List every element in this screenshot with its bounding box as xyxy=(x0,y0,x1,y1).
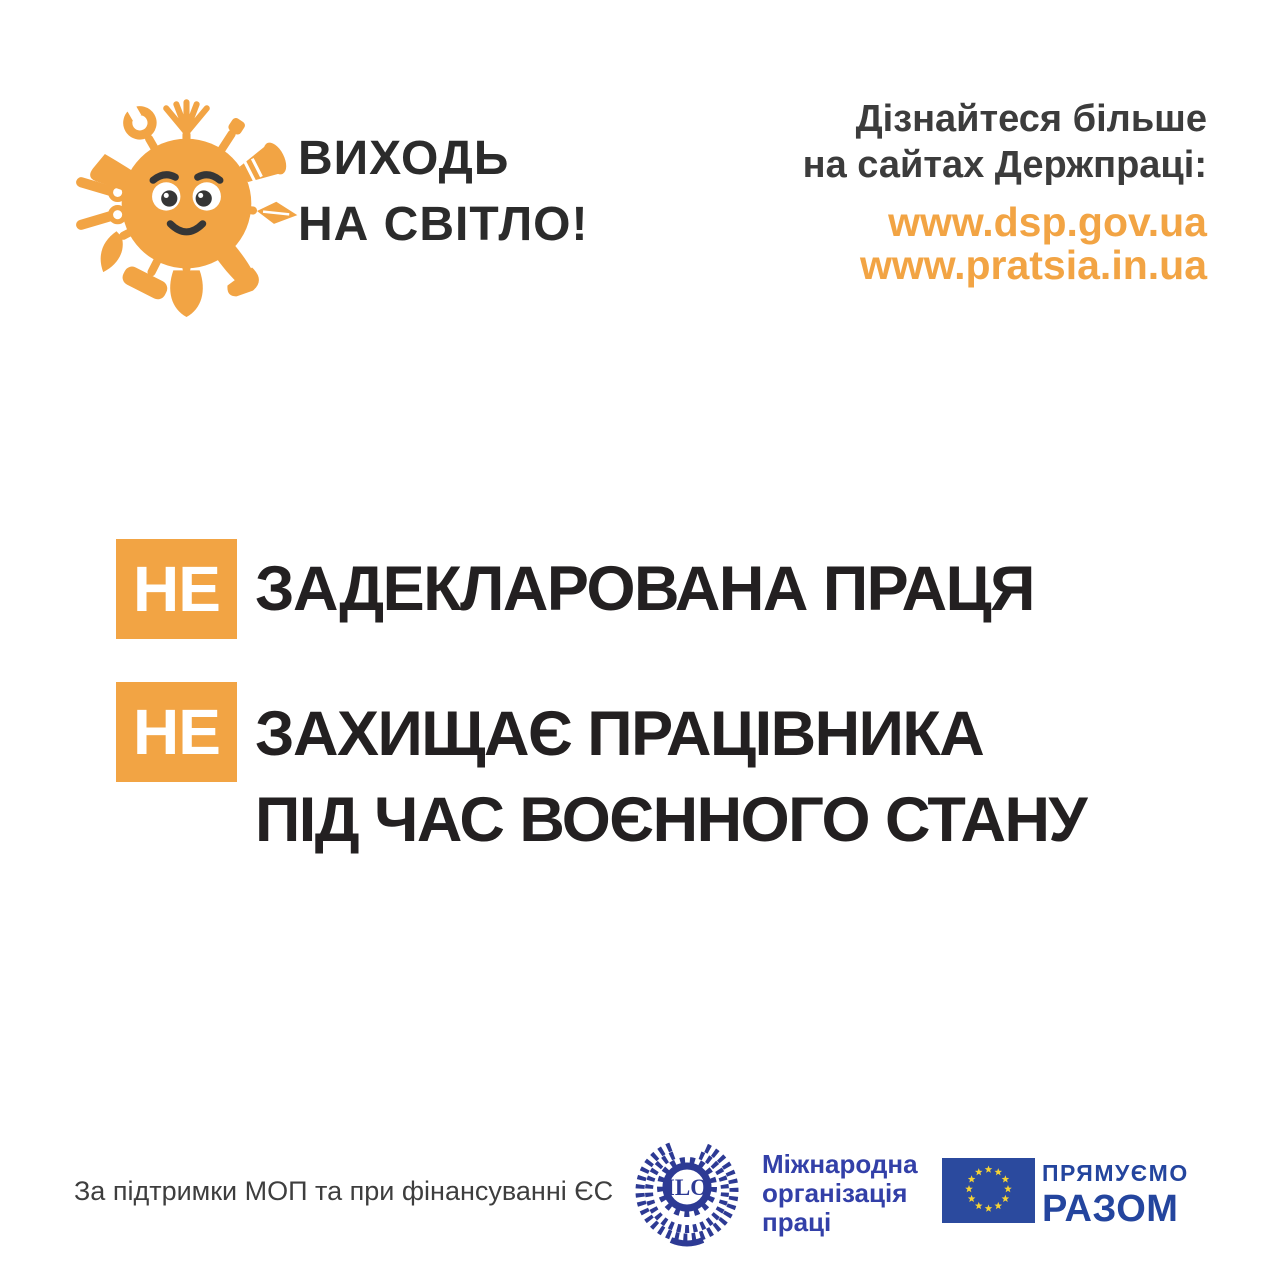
info-text xyxy=(803,96,1207,188)
ilo-acronym: ILO xyxy=(665,1175,709,1200)
info-line-1: Дізнайтеся більше xyxy=(855,98,1207,140)
partner-line-1: ПРЯМУЄМО xyxy=(1042,1160,1189,1186)
ne-badge-2 xyxy=(116,682,237,782)
dsp-website-link[interactable]: www.dsp.gov.ua xyxy=(888,199,1207,245)
eu-flag xyxy=(942,1158,1035,1223)
ne-badge-2-label: НЕ xyxy=(133,696,220,768)
sun-mascot-logo xyxy=(68,82,306,320)
headline-row-2-line-2: ПІД ЧАС ВОЄННОГО СТАНУ xyxy=(255,785,1087,855)
slogan-line-2: НА СВІТЛО! xyxy=(298,198,589,251)
ne-badge-1 xyxy=(116,539,237,639)
campaign-slogan xyxy=(298,126,588,258)
headline-row-2-line-1: ЗАХИЩАЄ ПРАЦІВНИКА xyxy=(255,699,984,769)
ilo-logo xyxy=(631,1141,743,1247)
headline-row-2 xyxy=(255,682,1086,863)
pratsia-website-link[interactable]: www.pratsia.in.ua xyxy=(859,242,1207,288)
slogan-line-1: ВИХОДЬ xyxy=(298,132,510,185)
partner-line-2: РАЗОМ xyxy=(1042,1188,1179,1230)
headline-row-1: ЗАДЕКЛАРОВАНА ПРАЦЯ xyxy=(255,554,1034,624)
partner-logotype xyxy=(1042,1160,1189,1231)
sun-face xyxy=(122,139,252,269)
website-links xyxy=(860,201,1207,287)
ilo-name-line-2: організація xyxy=(762,1178,908,1208)
ne-badge-1-label: НЕ xyxy=(133,553,220,625)
ilo-name-line-3: праці xyxy=(762,1207,832,1237)
ilo-name-line-1: Міжнародна xyxy=(762,1149,918,1179)
support-text: За підтримки МОП та при фінансуванні ЄС xyxy=(74,1176,614,1206)
info-line-2: на сайтах Держпраці: xyxy=(802,144,1207,186)
ilo-name xyxy=(762,1150,918,1237)
